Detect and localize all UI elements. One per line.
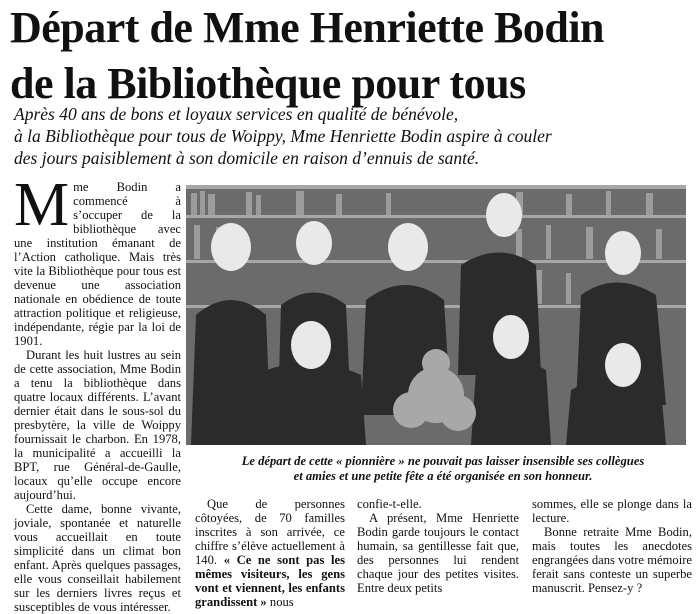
headline-line-2: de la Bibliothèque pour tous xyxy=(10,59,526,108)
caption-line-2: et amies et une petite fête a été organisée en son honneur. xyxy=(293,469,593,483)
paragraph-6: sommes, elle se plonge dans la lecture. xyxy=(532,497,692,525)
article-column-1 xyxy=(14,171,181,614)
drop-cap: M xyxy=(14,171,70,239)
intro-lead xyxy=(14,103,696,169)
paragraph-5: A présent, Mme Henriette Bodin garde toujours le contact humain, sa gentillesse fait que, des personnes lui rendent chaque jour des petites visites. Entre deux petits xyxy=(357,511,519,595)
quote: « Ce ne sont pas les mêmes visiteurs, les gens vont et viennent, les enfants grandissent » xyxy=(195,553,346,609)
headline xyxy=(10,0,695,112)
paragraph-4-end: nous xyxy=(269,595,294,609)
paragraph-3: Cette dame, bonne vivante, joviale, spontanée et naturelle vous accueillait en toute simplicité dans un climat bon enfant. Après quelques passages, elle vous conseillait habilement sur les derniers livres reçus et susceptibles de vous intéresser. xyxy=(14,502,181,614)
paragraph-1: me Bodin a commencé à s’occuper de la bibliothèque avec une institution émanant de l’Action catholique. Mais très vite la Bibliothèque pour tous est devenue une association nationale en obédience de toute attraction politique et religieuse, indépendante, régie par la loi de 1901. xyxy=(14,180,181,348)
caption-line-1: Le départ de cette « pionnière » ne pouvait pas laisser insensible ses collègues xyxy=(241,454,645,468)
article-column-4 xyxy=(532,497,692,595)
paragraph-4-text: Que de personnes côtoyées, de 70 familles inscrites à son arrivée, ce chiffre s’élève actuellement à 140. xyxy=(195,497,345,567)
article-column-3 xyxy=(357,497,519,595)
paragraph-5-start: confie-t-elle. xyxy=(357,497,422,511)
intro-line-3: des jours paisiblement à son domicile en raison d’ennuis de santé. xyxy=(14,148,480,168)
group-photo xyxy=(186,185,686,445)
paragraph-4 xyxy=(195,497,345,609)
group-photo-illustration xyxy=(186,185,686,445)
paragraph-2: Durant les huit lustres au sein de cette association, Mme Bodin a tenu la bibliothèque dans quatre locaux différents. L’avant dernier était dans le sous-sol du presbytère, la ville de Woippy fournissait le charbon. En 1978, la municipalité a accueilli la BPT, rue Général-de-Gaulle, locaux qu’elle occupe encore aujourd’hui. xyxy=(14,348,181,502)
intro-line-2: à la Bibliothèque pour tous de Woippy, Mme Henriette Bodin aspire à couler xyxy=(14,126,552,146)
paragraph-7: Bonne retraite Mme Bodin, mais toutes les anecdotes engrangées dans votre mémoire ferait sans conteste un superbe manuscrit. Pensez-y ? xyxy=(532,525,692,595)
photo-caption xyxy=(196,454,690,484)
article-column-2 xyxy=(195,497,345,609)
intro-line-1: Après 40 ans de bons et loyaux services en qualité de bénévole, xyxy=(14,104,459,124)
headline-line-1: Départ de Mme Henriette Bodin xyxy=(10,3,605,52)
